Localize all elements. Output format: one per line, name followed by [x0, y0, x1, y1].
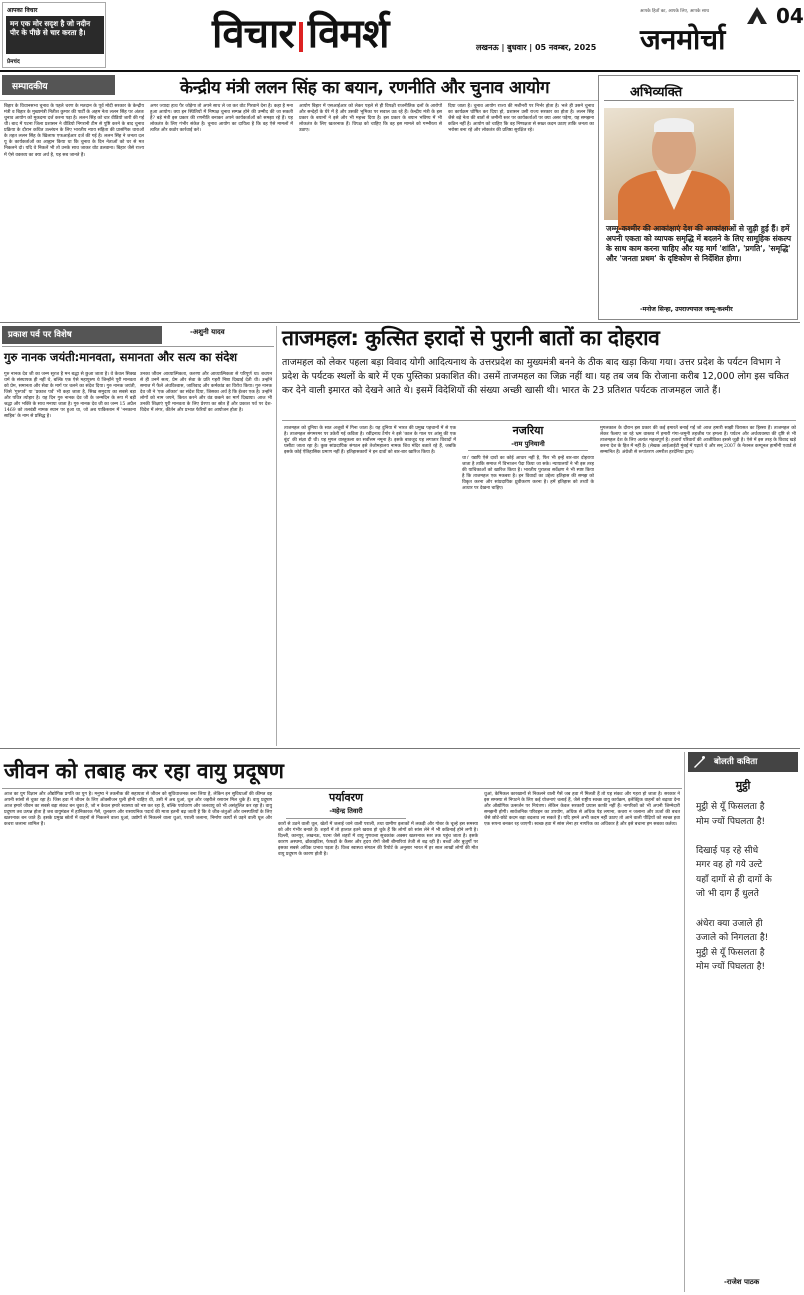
- prakash-parv-divider: [2, 346, 274, 347]
- taj-column-3: मुगलकाल के दौरान इस प्रकार की कई इमारतें बनाई गईं जो आज हमारी साझी विरासत का हिस्सा हैं। ताजमहल को लेकर फैलाए जा रहे भ्रम वास्तव में हमारी गंगा-जमुनी तहजीब पर हमला हैं। पर्यटन और अर्थव्यवस्था की दृष्टि से भी ताजमहल देश के लिए अत्यंत महत्वपूर्ण है। हजारों परिवारों की आजीविका इससे जुड़ी है। ऐसे में इस तरह के विवाद खड़े करना देश के हित में नहीं है। (लेखक आईआईटी मुंबई में पढ़ाते थे और सन् 2007 के नेशनल कम्यूनल हार्मोनी एवार्ड से सम्मानित हैं। अंग्रेजी से रूपांतरण अमरीश हरदेनिया द्वारा): [600, 426, 796, 456]
- taj-divider: [282, 420, 796, 421]
- daily-quote: मन एक मोर सदृश है जो नदीन पीर के पीछे से चार करता है।: [6, 16, 104, 54]
- najariya-author: -राम पुनियानी: [511, 440, 545, 448]
- taj-headline: ताजमहल: कुत्सित इरादों से पुरानी बातों का दोहराव: [282, 326, 660, 350]
- speaker-photo: [604, 108, 734, 220]
- air-pollution-divider: [2, 788, 682, 789]
- editorial-column-1: बिहार के विधानसभा चुनाव के पहले चरण के मतदान के पूर्व मोदी सरकार के केन्द्रीय मंत्री व बिहार के मुख्यमंत्री नितीश कुमार की पार्टी के अहम नेता ललन सिंह पर अंततः चुनाव आयोग को मुकदमा दर्ज करना पड़ा है। ललन सिंह को चार वीडियो जारी की गई थी। बाद में पटना जिला प्रशासन ने वीडियो निगरानी टीम से पुष्टि करने के बाद चुनाव प्रक्रिया के दौरान कथित उल्लंघन के लिए भारतीय न्याय संहिता की प्रासंगिक धाराओं के तहत ललन सिंह के खिलाफ एफआईआर दर्ज की गई है। ललन सिंह ने जनता दल यू के कार्यकर्ताओं का आह्वान किया था कि चुनाव के दिन नेताओं को घर से मत निकलने दो। यदि वे निकलें भी तो उनके साथ जाकर वोट डलवाना। बिहार जैसे राज्य में ऐसे वक्तव्य का क्या अर्थ है, यह सब जानते हैं।: [4, 104, 144, 158]
- air-pollution-column-3: धुआं, केमिकल कारखानों से निकलने वाली गैसें जब हवा में मिलती हैं तो यह संकट और गहरा हो जाता है। सरकार ने इस समस्या से निपटने के लिए कई योजनाएं चलाई हैं, जैसे राष्ट्रीय स्वच्छ वायु कार्यक्रम, इलेक्ट्रिक वाहनों को बढ़ावा देना और औद्योगिक उत्सर्जन पर नियंत्रण। लेकिन केवल सरकारी प्रयास काफी नहीं हैं। नागरिकों को भी अपनी जिम्मेदारी समझनी होगी। सार्वजनिक परिवहन का उपयोग, अधिक से अधिक पेड़ लगाना, कचरा न जलाना और ऊर्जा की बचत जैसे छोटे-छोटे कदम बड़ा बदलाव ला सकते हैं। यदि हमने अभी कदम नहीं उठाए तो आने वाली पीढ़ियों को स्वच्छ हवा एक सपना बनकर रह जाएगी। स्वच्छ हवा में सांस लेना हर नागरिक का अधिकार है और इसे बचाना हम सबका कर्तव्य।: [484, 792, 680, 828]
- poem-separator: [684, 752, 685, 1292]
- prakash-parv-section-label: प्रकाश पर्व पर विशेष: [2, 326, 162, 344]
- taj-column-2: था।' यद्यपि ऐसे दावों का कोई आधार नहीं है, फिर भी इन्हें बार-बार दोहराया जाता है ताकि समाज में विभाजन पैदा किया जा सके। न्यायालयों ने भी इस तरह की याचिकाओं को खारिज किया है। भारतीय पुरातत्व सर्वेक्षण ने भी स्पष्ट किया है कि ताजमहल एक मकबरा है। इन विवादों का उद्देश्य इतिहास की समझ को विकृत करना और सांप्रदायिक ध्रुवीकरण करना है। हमें इतिहास को तथ्यों के आधार पर देखना चाहिए।: [462, 456, 594, 492]
- page-number: 04: [776, 4, 804, 28]
- air-pollution-column-1: आज का युग विज्ञान और औद्योगिक प्रगति का युग है। मनुष्य ने तकनीक की सहायता से जीवन को सुविधाजनक बना लिया है, लेकिन इन सुविधाओं की कीमत वह अपनी सांसों से चुका रहा है। जिस हवा में जीवन के लिए ऑक्सीजन घुली होनी चाहिए थी, उसी में अब धुआं, धूल और जहरीले रसायन मिल चुके हैं। वायु प्रदूषण आज हमारे जीवन का सबसे बड़ा संकट बन चुका है, जो न केवल हमारे स्वास्थ्य को नष्ट कर रहा है, बल्कि पर्यावरण और जलवायु को भी असंतुलित कर रहा है। वायु प्रदूषण तब उत्पन्न होता है जब वायुमंडल में हानिकारक गैसें, धूलकण और रासायनिक पदार्थ की मात्रा इतनी बढ़ जाती है कि वे जीव-जंतुओं और वनस्पतियों के लिए खतरनाक बन जाते हैं। इसके प्रमुख स्रोतों में वाहनों से निकलने वाला धुआं, उद्योगों से निकलने वाला धुआं, पराली जलाना, निर्माण कार्यों से उड़ने वाली धूल और कचरा जलाना शामिल हैं।: [4, 792, 272, 828]
- newspaper-name: जनमोर्चा: [640, 23, 726, 56]
- abhivyakti-heading: अभिव्यक्ति: [630, 85, 683, 100]
- masthead-divider: [0, 70, 800, 72]
- prakash-parv-headline: गुरु नानक जयंती:मानवता, समानता और सत्य का संदेश: [4, 350, 238, 364]
- quote-tag: आपका विचार: [7, 7, 38, 14]
- paryavaran-author: -महेन्द्र तिवारी: [329, 807, 363, 815]
- logo-word-1: विचार: [212, 10, 294, 57]
- air-pollution-headline: जीवन को तबाह कर रहा वायु प्रदूषण: [4, 759, 284, 783]
- air-pollution-column-2: कारों से उठने वाली धूल, खेतों में जलाई जाने वाली पराली, तथा ग्रामीण इलाकों में लकड़ी और गोबर के चूल्हे इस समस्या को और गंभीर बनाते हैं। शहरों में तो हालात इतने खराब हो चुके हैं कि लोगों को सांस लेने में भी कठिनाई होने लगी है। दिल्ली, कानपुर, लखनऊ, पटना जैसे शहरों में वायु गुणवत्ता सूचकांक अक्सर खतरनाक स्तर तक पहुंच जाता है। इसके कारण अस्थमा, ब्रोंकाइटिस, फेफड़ों के कैंसर और हृदय रोगों जैसी बीमारियां तेजी से बढ़ रही हैं। बच्चों और बुजुर्गों पर इसका सबसे अधिक प्रभाव पड़ता है। विश्व स्वास्थ्य संगठन की रिपोर्ट के अनुसार भारत में हर साल लाखों लोगों की मौत वायु प्रदूषण के कारण होती है।: [278, 822, 478, 858]
- paryavaran-divider: [286, 818, 406, 819]
- prakash-parv-column-1: गुरु नानक देव जी का जन्म सूरज है मन बद्धा से छुआ जाता है। वे केवल सिक्ख धर्म के संस्थापक ही नहीं थे, बल्कि एक ऐसे महापुरुष थे जिन्होंने पूरी मानवता को प्रेम, समानता और सेवा के मार्ग पर चलने का संदेश दिया। गुरु नानक जयंती, जिसे 'गुरुपर्व' या 'प्रकाश पर्व' भी कहा जाता है, सिख समुदाय का सबसे बड़ा और पवित्र त्योहार है। यह दिन गुरु नानक देव जी के जन्मदिन के रूप में बड़ी श्रद्धा और भक्ति के साथ मनाया जाता है। गुरु नानक देव जी का जन्म 15 अप्रैल 1469 को तलवंडी नामक स्थान पर हुआ था, जो अब पाकिस्तान में 'ननकाना साहिब' के नाम से प्रसिद्ध है।: [4, 372, 136, 420]
- poem-text: मुट्ठी से यूँ फिसलता है मोम ज्यों पिघलता है! दिखाई पड़ रहे सीधे मगर वह हो गये उल्टे यहाँ दागों से ही दागों के जो भी दाग हैं धुलते अंधेरा क्या उजाले ही उजाले को निगलता है! मुट्ठी से यूँ फिसलता है मोम ज्यों पिघलता है!: [696, 802, 772, 973]
- taj-column-1: ताजमहल को दुनिया के सात अजूबों में गिना जाता है। यह दुनिया में भारत की प्रमुख पहचानों में से एक है। ताजमहल संगमरमर पर उकेरी गई कविता है। रवींद्रनाथ टैगोर ने इसे 'काल के गाल पर आंसू की एक बूंद' की संज्ञा दी थी। यह मुगल वास्तुकला का सर्वोत्तम नमूना है। इसके बावजूद यह लगातार विवादों में घसीटा जाता रहा है। कुछ सांप्रदायिक संगठन इसे तेजोमहालय नामक शिव मंदिर बताते रहे हैं, जबकि इसके कोई ऐतिहासिक प्रमाण नहीं हैं। इतिहासकारों ने इन दावों को बार-बार खारिज किया है।: [284, 426, 456, 456]
- paryavaran-label: पर्यावरण: [328, 791, 364, 804]
- section-divider-1: [0, 322, 800, 323]
- poem-title: मुट्ठी: [735, 779, 751, 792]
- najariya-label: नजरिया: [512, 424, 544, 437]
- brand-tagline: आपके हितों का, आपके लिए, आपके साथ: [640, 9, 709, 14]
- logo-word-2: विमर्श: [307, 10, 389, 57]
- abhivyakti-quote: जम्मू-कश्मीर की आकांक्षाएं देश की आकांक्षाओं से जुड़ी हुई हैं। हमें अपनी एकता को व्यापक समृद्धि में बदलने के लिए सामूहिक संकल्प के साथ काम करना चाहिए और यह मार्ग 'शांति', 'प्रगति', 'समृद्धि' और 'जनता प्रथम' के दृष्टिकोण से निर्देशित होगा।: [606, 224, 792, 264]
- editorial-headline: केन्द्रीय मंत्री ललन सिंह का बयान, रणनीति और चुनाव आयोग: [180, 78, 550, 98]
- quote-author: प्रेमचंद: [7, 59, 20, 65]
- section-divider-2: [0, 748, 800, 749]
- taj-lead-paragraph: ताजमहल को लेकर पहला बड़ा विवाद योगी आदित्यनाथ के उत्तरप्रदेश का मुख्यमंत्री बनने के ठीक बाद खड़ा किया गया। उत्तर प्रदेश के पर्यटन विभाग ने प्रदेश के पर्यटक स्थलों के बारे में एक पुस्तिका प्रकाशित की। उसमें ताजमहल का जिक्र नहीं था। यह तब जब कि रोजाना करीब 12,000 लोग इस चकित कर देने वाली इमारत को देखने आते थे। इसमें विदेशियों की संख्या अच्छी खासी थी। भारत के 23 प्रतिशत पर्यटक ताजमहल जाते हैं।: [282, 357, 789, 396]
- edition-dateline: लखनऊ | बुधवार | 05 नवम्बर, 2025: [476, 43, 597, 52]
- page-logo: [212, 4, 388, 59]
- prakash-parv-column-2: उनका जीवन आध्यात्मिकता, करुणा और आध्यात्मिकता से परिपूर्ण था। बचपन से ही उनमें सत्य, प्रेम और सेवा के प्रति गहरी निष्ठा दिखाई देती थी। उन्होंने समाज में फैले अंधविश्वास, जातिवाद और कर्मकांड का विरोध किया। गुरु नानक देव जी ने 'एक ओंकार' का संदेश दिया, जिसका अर्थ है कि ईश्वर एक है। उन्होंने लोगों को नाम जपने, किरत करने और वंड छकने का मार्ग दिखाया। आज भी उनकी शिक्षाएं पूरी मानवता के लिए प्रेरणा का स्रोत हैं और प्रकाश पर्व पर देश-विदेश में लंगर, कीर्तन और प्रभात फेरियों का आयोजन होता है।: [140, 372, 272, 414]
- editorial-divider: [0, 100, 598, 101]
- editorial-column-3: आयोग बिहार में एसआईआर को लेकर पहले से ही विपक्षी राजनीतिक दलों के आरोपों और सन्देहों के घेरे में है और उसकी भूमिका पर सवाल उठ रहे हैं। केन्द्रीय मंत्री के इस प्रकार के बयानों ने इसे और भी महत्त्व दिया है। इस प्रकार के बयान भविष्य में भी लोकतंत्र के लिए खतरनाक हैं। विपक्ष को चाहिए कि वह इस मामले को गम्भीरता से उठाए।: [299, 104, 442, 134]
- editorial-column-2: अगर ज्यादा हाथ पैर जोड़ेगा तो अपने साथ ले जा कर वोट गिरवाने देना है। कहा है मना हुआ आयोग। क्या इन स्थितियों में निष्पक्ष चुनाव सम्पन्न होने की उम्मीद की जा सकती है? बड़े मंत्री इस प्रकार की रणनीति बनाकर अपने कार्यकर्ताओं को समझा रहे हैं। यह लोकतंत्र के लिए गंभीर संकेत है। चुनाव आयोग का दायित्व है कि वह ऐसे मामलों में त्वरित और कठोर कार्रवाई करे।: [150, 104, 293, 134]
- najariya-divider: [468, 450, 588, 451]
- logo-divider: [299, 22, 303, 52]
- poem-author: -राजेश पाठक: [724, 1278, 760, 1286]
- poem-section-label: बोलती कविता: [688, 752, 798, 772]
- abhivyakti-divider: [604, 100, 794, 101]
- brand-emblem-icon: [744, 4, 770, 26]
- editorial-section-label: सम्पादकीय: [2, 75, 115, 95]
- column-separator: [276, 326, 277, 746]
- editorial-column-4: दिया जाता है। चुनाव आयोग राज्य की मशीनरी पर निर्भर होता है। भले ही उसने चुनाव का कार्यक्रम घोषित कर दिया हो, प्रशासन उसी राज्य सरकार का होता है। ललन सिंह जैसे बड़े नेता की बातों से जमीनी स्तर पर कार्यकर्ताओं पर क्या असर पड़ेगा, यह समझना कठिन नहीं है। आयोग को चाहिए कि वह निष्पक्षता से सख्त कदम उठाए ताकि जनता का भरोसा बना रहे और लोकतंत्र की प्रतिष्ठा सुरक्षित रहे।: [448, 104, 594, 134]
- prakash-parv-byline: -अशुनी यादव: [190, 328, 225, 336]
- quote-of-day-box: [2, 2, 106, 68]
- photo-hair: [654, 118, 694, 132]
- poetry-quill-icon: [692, 755, 706, 769]
- abhivyakti-author: -मनोज सिन्हा, उपराज्यपाल जम्मू-कश्मीर: [640, 306, 733, 313]
